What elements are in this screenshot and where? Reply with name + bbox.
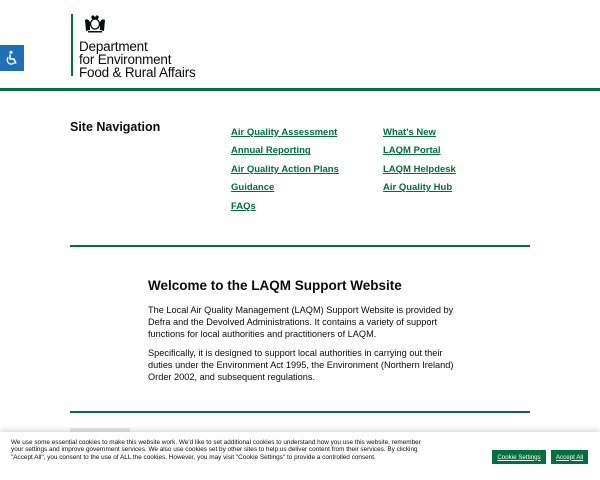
welcome-section [148, 278, 458, 390]
nav-column-2 [383, 127, 456, 201]
nav-column-1 [231, 127, 339, 219]
welcome-title: Welcome to the LAQM Support Website [148, 278, 402, 293]
logo-line-2: for Environment [79, 52, 172, 67]
nav-link-whats-new[interactable]: What's New [383, 127, 436, 138]
nav-link-laqm-portal[interactable]: LAQM Portal [383, 145, 441, 157]
accept-all-button[interactable]: Accept All [551, 450, 588, 464]
defra-logo[interactable] [71, 14, 196, 80]
nav-link-annual-reporting[interactable]: Annual Reporting [231, 145, 311, 157]
nav-link-air-quality-hub[interactable]: Air Quality Hub [383, 182, 453, 194]
accessibility-icon [4, 50, 20, 66]
royal-crest-icon [83, 14, 107, 33]
site-navigation-heading: Site Navigation [70, 120, 161, 134]
welcome-paragraph-1: The Local Air Quality Management (LAQM) Support Website is provided by Defra and the Devolved Administrations. It contains a variety of support functions for local authorities and practitioners of LAQM. [148, 305, 454, 339]
nav-link-action-plans[interactable]: Air Quality Action Plans [231, 163, 339, 175]
cookie-settings-button[interactable]: Cookie Settings [492, 450, 546, 464]
cookie-banner-text: We use some essential cookies to make this website work. We'd like to set additional cookies to understand how you use this website, remember your settings and improve government services. We also use cookies set by other sites to help us deliver content from their services. By clicking "Accept All", you consent to the use of ALL the cookies. However, you may visit "Cookie Settings" to provide a controlled consent. [11, 439, 421, 461]
nav-link-laqm-helpdesk[interactable]: LAQM Helpdesk [383, 163, 456, 175]
logo-line-1: Department [79, 39, 148, 54]
nav-link-faqs[interactable]: FAQs [231, 200, 256, 212]
accessibility-button[interactable] [0, 45, 24, 71]
logo-line-3: Food & Rural Affairs [79, 65, 196, 80]
nav-link-air-quality-assessment[interactable]: Air Quality Assessment [231, 127, 338, 138]
nav-link-guidance[interactable]: Guidance [231, 182, 275, 194]
welcome-paragraph-2: Specifically, it is designed to support local authorities in carrying out their duties under the Environment Act 1995, the Environment (Northern Ireland) Order 2002, and subsequent regulations. [148, 348, 454, 382]
section-divider [70, 245, 530, 247]
section-divider [70, 411, 530, 413]
header-divider [0, 88, 600, 91]
